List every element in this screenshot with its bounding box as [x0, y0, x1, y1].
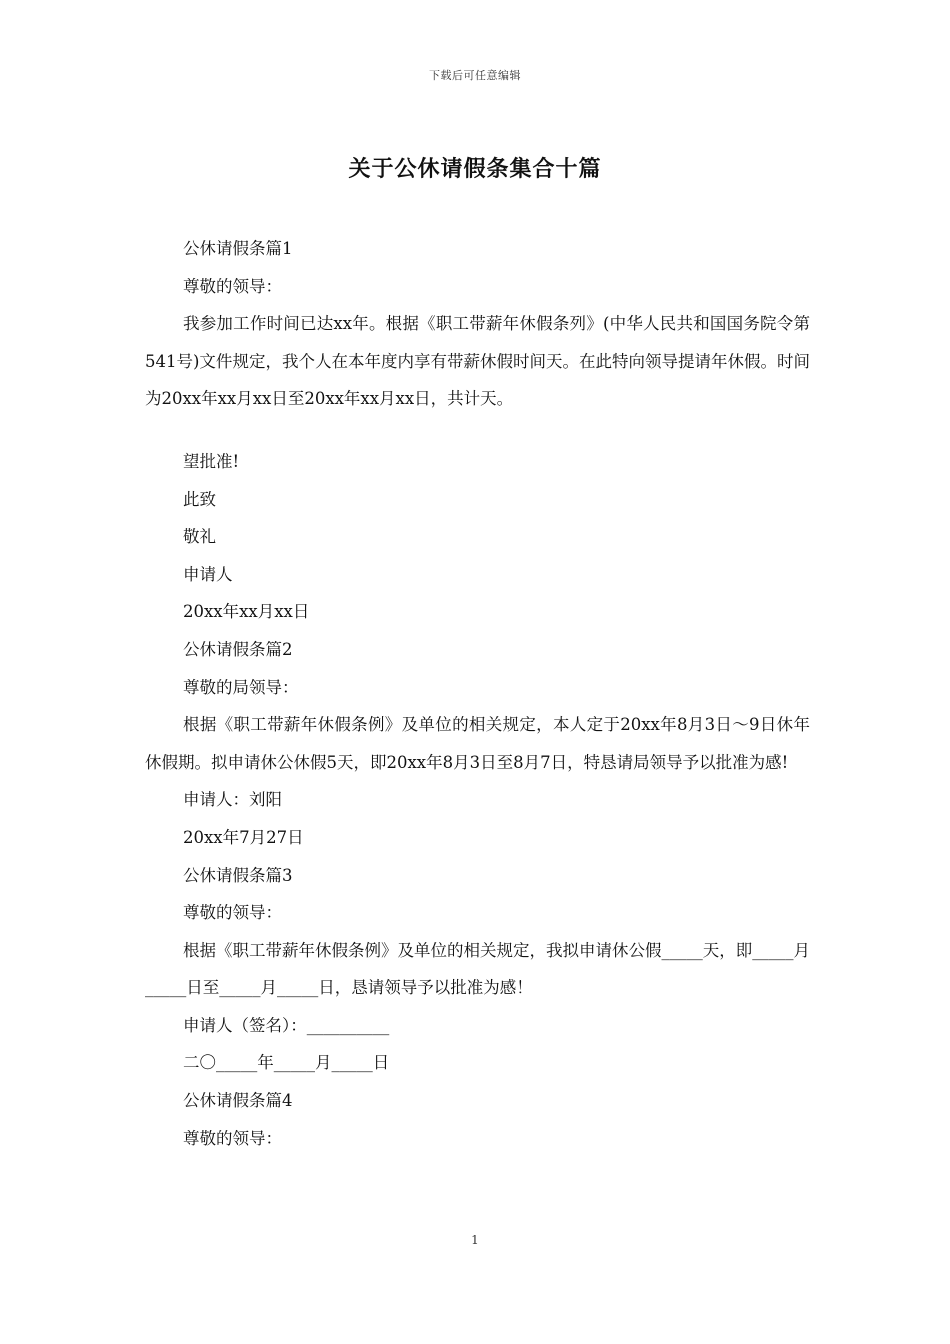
- section-4-heading: 公休请假条篇4: [183, 1091, 293, 1111]
- section-3-signer: 申请人（签名）：__________: [183, 1015, 390, 1035]
- section-2-signer: 申请人：刘阳: [183, 790, 282, 810]
- section-3-date: 二〇_____年_____月_____日: [183, 1053, 390, 1073]
- section-3-salutation: 尊敬的领导：: [183, 903, 282, 923]
- section-1-signer: 申请人: [183, 564, 233, 584]
- page-number: 1: [471, 1233, 479, 1247]
- section-1-closing-2: 敬礼: [183, 527, 216, 547]
- section-3-heading: 公休请假条篇3: [183, 865, 293, 885]
- section-3-body: 根据《职工带薪年休假条例》及单位的相关规定，我拟申请休公假_____天，即_____月_____日至_____月_____日，恳请领导予以批准为感！: [145, 940, 810, 998]
- section-1-body: 我参加工作时间已达xx年。根据《职工带薪年休假条列》(中华人民共和国国务院令第541号)文件规定，我个人在本年度内享有带薪休假时间天。在此特向领导提请年休假。时间为20xx年xx月xx日至20xx年xx月xx日，共计天。: [145, 314, 810, 409]
- section-2-date: 20xx年7月27日: [183, 827, 304, 847]
- section-4-salutation: 尊敬的领导：: [183, 1128, 282, 1148]
- section-1-request: 望批准!: [183, 451, 240, 471]
- section-1-heading: 公休请假条篇1: [183, 239, 293, 258]
- document-body: [145, 230, 810, 1157]
- section-1-salutation: 尊敬的领导：: [183, 276, 282, 296]
- section-2-heading: 公休请假条篇2: [183, 639, 293, 659]
- document-title: 关于公休请假条集合十篇: [348, 156, 602, 182]
- section-2-body: 根据《职工带薪年休假条例》及单位的相关规定，本人定于20xx年8月3日～9日休年休假期。拟申请休公休假5天，即20xx年8月3日至8月7日，特恳请局领导予以批准为感!: [145, 715, 810, 772]
- section-2-salutation: 尊敬的局领导：: [183, 677, 299, 697]
- section-1-date: 20xx年xx月xx日: [183, 602, 310, 622]
- section-1-closing-1: 此致: [183, 489, 216, 509]
- page-header-note: 下载后可任意编辑: [429, 69, 521, 82]
